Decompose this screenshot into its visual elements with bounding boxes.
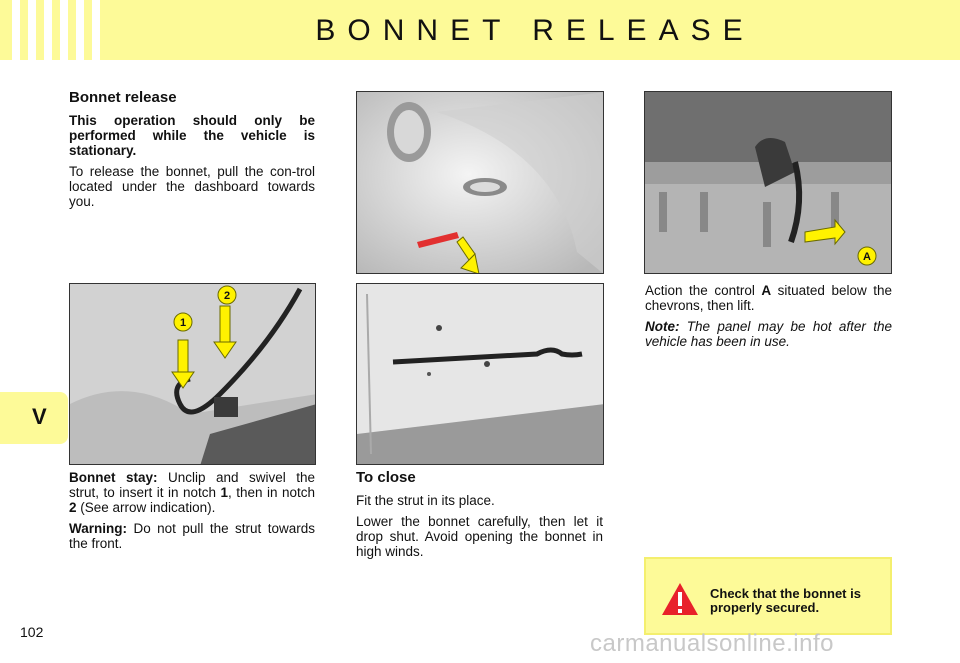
heat-note: [645, 319, 892, 349]
stay-label: Bonnet stay:: [69, 470, 158, 485]
header-stripe: [44, 0, 52, 60]
page-number: 102: [20, 624, 44, 640]
label-1: 1: [179, 317, 187, 329]
strut-photo: [356, 283, 604, 465]
text-run: , then in notch: [227, 485, 315, 500]
header-stripe: [92, 0, 100, 60]
to-close-section: [356, 470, 603, 565]
note-text: The panel may be hot after the vehicle has been in use.: [645, 319, 892, 349]
close-step-1: Fit the strut in its place.: [356, 493, 495, 508]
section-heading: To close: [356, 469, 416, 486]
watermark: carmanualsonline.info: [590, 630, 834, 657]
warning-line: Check that the bonnet is: [710, 586, 861, 601]
bonnet-stay-section: [69, 470, 315, 557]
section-heading: Bonnet release: [69, 89, 177, 106]
label-2: 2: [223, 290, 231, 302]
bonnet-control-photo: [644, 91, 892, 274]
page-title: BONNET RELEASE: [315, 14, 755, 47]
header-stripe: [76, 0, 84, 60]
text-run: (See arrow indication).: [76, 500, 216, 515]
strut-warning: [69, 521, 315, 551]
text-run: A: [761, 283, 772, 298]
header-stripe: [60, 0, 68, 60]
chapter-tab-label: V: [32, 404, 47, 429]
note-label: Note:: [645, 319, 680, 334]
bonnet-stay-photo: [69, 283, 316, 465]
text-run: Unclip and swivel the strut, to insert it in notch: [69, 470, 315, 500]
warning-text: [710, 587, 861, 615]
warning-line: properly secured.: [710, 600, 820, 615]
bonnet-release-section: [69, 90, 315, 215]
header-stripe: [12, 0, 20, 60]
warning-triangle-icon: [660, 581, 700, 617]
text-run: situated below the chevrons, then lift.: [645, 283, 893, 313]
control-a-section: [645, 283, 892, 355]
stay-instructions: [69, 470, 315, 515]
dashboard-lever-photo: [356, 91, 604, 274]
bold-note: This operation should only be performed while the vehicle is stationary.: [69, 113, 315, 158]
warning-box: [644, 557, 892, 635]
notch-1: 1: [220, 485, 228, 500]
page-header: [0, 0, 960, 60]
release-instructions: To release the bonnet, pull the con-trol located under the dashboard towards you.: [69, 164, 315, 209]
text-run: Action the control: [645, 283, 762, 298]
close-step-2: Lower the bonnet carefully, then let it drop shut. Avoid opening the bonnet in high winds.: [356, 514, 603, 559]
chapter-tab: [0, 392, 68, 444]
label-a: A: [863, 251, 871, 263]
header-stripe: [28, 0, 36, 60]
warning-label: Warning:: [69, 521, 127, 536]
warning-text: Do not pull the strut towards the front.: [69, 521, 315, 551]
notch-2: 2: [69, 500, 77, 515]
control-a-instructions: [645, 283, 892, 313]
